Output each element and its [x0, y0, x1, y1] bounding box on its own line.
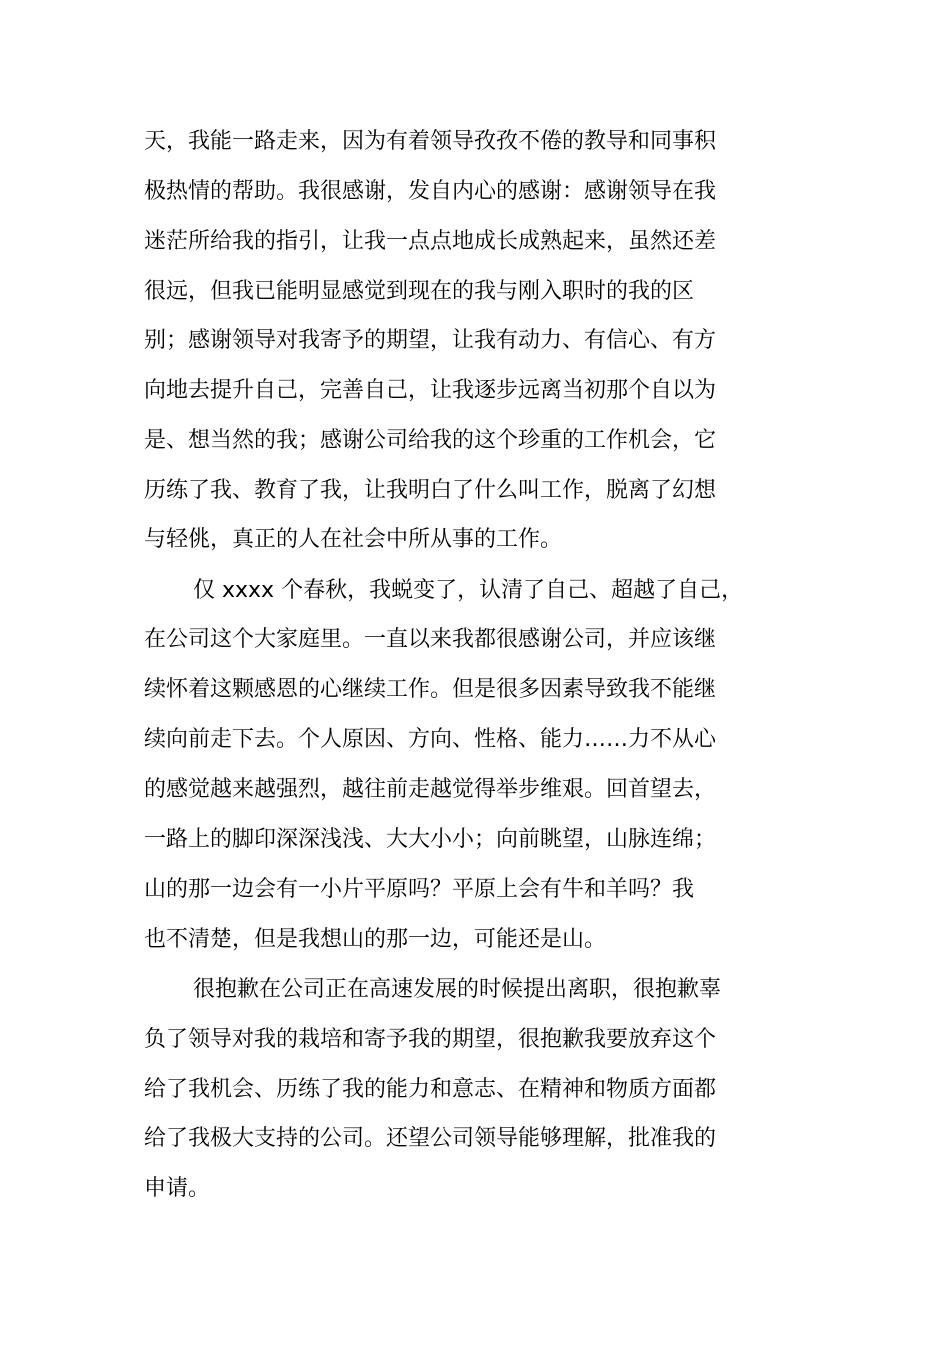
text-line: 的感觉越来越强烈，越往前走越觉得举步维艰。回首望去， [144, 777, 717, 802]
text-line: 向地去提升自己，完善自己，让我逐步远离当初那个自以为 [144, 378, 717, 403]
text-line: 申请。 [144, 1176, 211, 1201]
paragraph-first-line: 仅 xxxx 个春秋，我蜕变了，认清了自己、超越了自己， [193, 578, 744, 603]
text-line: 也不清楚，但是我想山的那一边，可能还是山。 [144, 927, 607, 952]
text-line: 在公司这个大家庭里。一直以来我都很感谢公司，并应该继 [144, 627, 717, 652]
paragraph-first-line: 很抱歉在公司正在高速发展的时候提出离职，很抱歉辜 [193, 977, 722, 1002]
text-line: 极热情的帮助。我很感谢，发自内心的感谢：感谢领导在我 [144, 179, 717, 204]
text-line: 历练了我、教育了我，让我明白了什么叫工作，脱离了幻想 [144, 478, 717, 503]
text-line: 迷茫所给我的指引，让我一点点地成长成熟起来，虽然还差 [144, 229, 717, 254]
text-line: 给了我极大支持的公司。还望公司领导能够理解，批准我的 [144, 1126, 717, 1151]
text-line: 负了领导对我的栽培和寄予我的期望，很抱歉我要放弃这个 [144, 1027, 717, 1052]
text-line: 很远，但我已能明显感觉到现在的我与刚入职时的我的区 [144, 279, 695, 304]
text-line: 别；感谢领导对我寄予的期望，让我有动力、有信心、有方 [144, 328, 717, 353]
text-line: 天，我能一路走来，因为有着领导孜孜不倦的教导和同事积 [144, 129, 717, 154]
text-line: 续怀着这颗感恩的心继续工作。但是很多因素导致我不能继 [144, 677, 717, 702]
text-line: 山的那一边会有一小片平原吗？平原上会有牛和羊吗？我 [144, 877, 695, 902]
text-line: 给了我机会、历练了我的能力和意志、在精神和物质方面都 [144, 1077, 717, 1102]
text-line: 一路上的脚印深深浅浅、大大小小；向前眺望，山脉连绵； [144, 827, 717, 852]
text-line: 是、想当然的我；感谢公司给我的这个珍重的工作机会，它 [144, 428, 717, 453]
text-line: 续向前走下去。个人原因、方向、性格、能力……力不从心 [144, 727, 717, 752]
text-line: 与轻佻，真正的人在社会中所从事的工作。 [144, 527, 563, 552]
